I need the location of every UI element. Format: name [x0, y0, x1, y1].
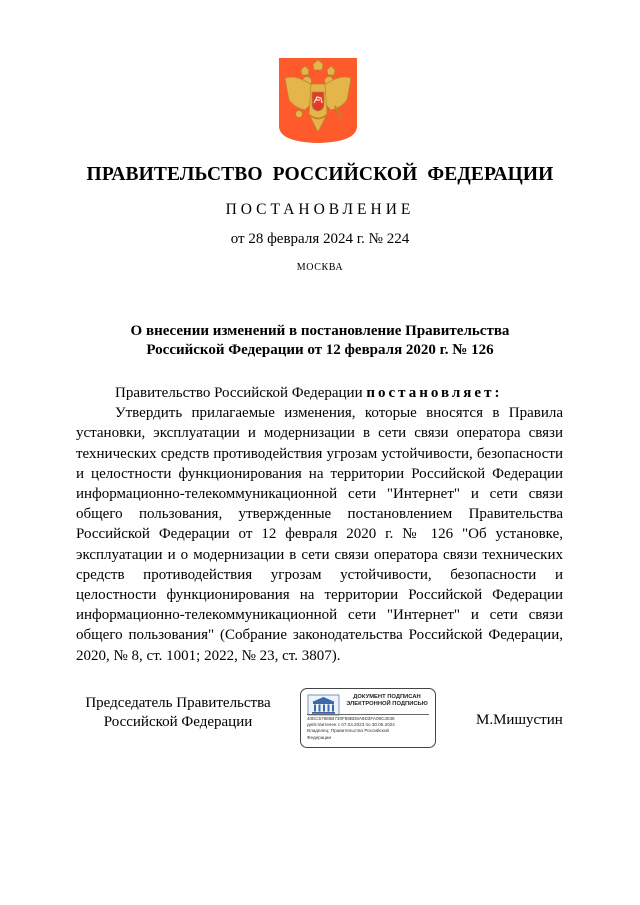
signer-name: М.Мишустин	[476, 712, 563, 728]
coat-of-arms-icon	[277, 56, 359, 144]
document-subject	[0, 322, 640, 360]
electronic-signature-stamp	[300, 688, 436, 748]
document-date-number: от 28 февраля 2024 г. № 224	[230, 231, 410, 247]
stamp-details	[307, 716, 433, 741]
document-city: МОСКВА	[296, 262, 344, 273]
stamp-owner-line-1: Владелец: Правительство Российской	[307, 728, 389, 734]
stamp-certificate: 40EC57886B730F88BD8A6D3FA09C3038	[307, 716, 395, 721]
enacting-clause	[76, 383, 563, 403]
stamp-validity: действителен с 07.03.2023 по 30.05.2024	[307, 722, 395, 728]
stamp-title-line-2: ЭЛЕКТРОННОЙ ПОДПИСЬЮ	[346, 701, 428, 707]
stamp-title	[341, 694, 433, 708]
stamp-title-line-1: ДОКУМЕНТ ПОДПИСАН	[353, 694, 421, 700]
stamp-divider	[307, 714, 429, 715]
signer-position	[78, 694, 278, 732]
document-body	[76, 383, 563, 666]
signer-position-line-1: Председатель Правительства	[85, 695, 271, 711]
stamp-owner-line-2: Федерации	[307, 734, 332, 740]
enacting-clause-text: Правительство Российской Федерации	[115, 385, 367, 401]
enacting-clause-emphasis: постановляет:	[366, 385, 503, 401]
subject-line-2: Российской Федерации от 12 февраля 2020 г. № 126	[146, 342, 494, 358]
document-type: ПОСТАНОВЛЕНИЕ	[225, 201, 415, 218]
subject-line-1: О внесении изменений в постановление Правительства	[130, 323, 510, 339]
resolution-paragraph: Утвердить прилагаемые изменения, которые вносятся в Правила установки, эксплуатации и модернизации в сети связи оператора связи технических средств противодействия угрозам устойчивости, безопасности и целостности функционирования на территории Российской Федерации информационно-телекоммуникационной сети "Интернет" и сети связи общего пользования, утвержденные постановлением Правительства Российской Федерации от 12 февраля 2020 г. № 126 "Об установке, эксплуатации и о модернизации в сети связи оператора связи технических средств противодействия угрозам устойчивости, безопасности и целостности функционирования на территории Российской Федерации информационно-телекоммуникационной сети "Интернет" и сети связи общего пользования" (Собрание законодательства Российской Федерации, 2020, № 8, ст. 1001; 2022, № 23, ст. 3807).	[76, 405, 563, 664]
government-building-icon	[307, 694, 340, 716]
government-title: ПРАВИТЕЛЬСТВО РОССИЙСКОЙ ФЕДЕРАЦИИ	[86, 164, 554, 185]
signer-position-line-2: Российской Федерации	[103, 714, 253, 730]
